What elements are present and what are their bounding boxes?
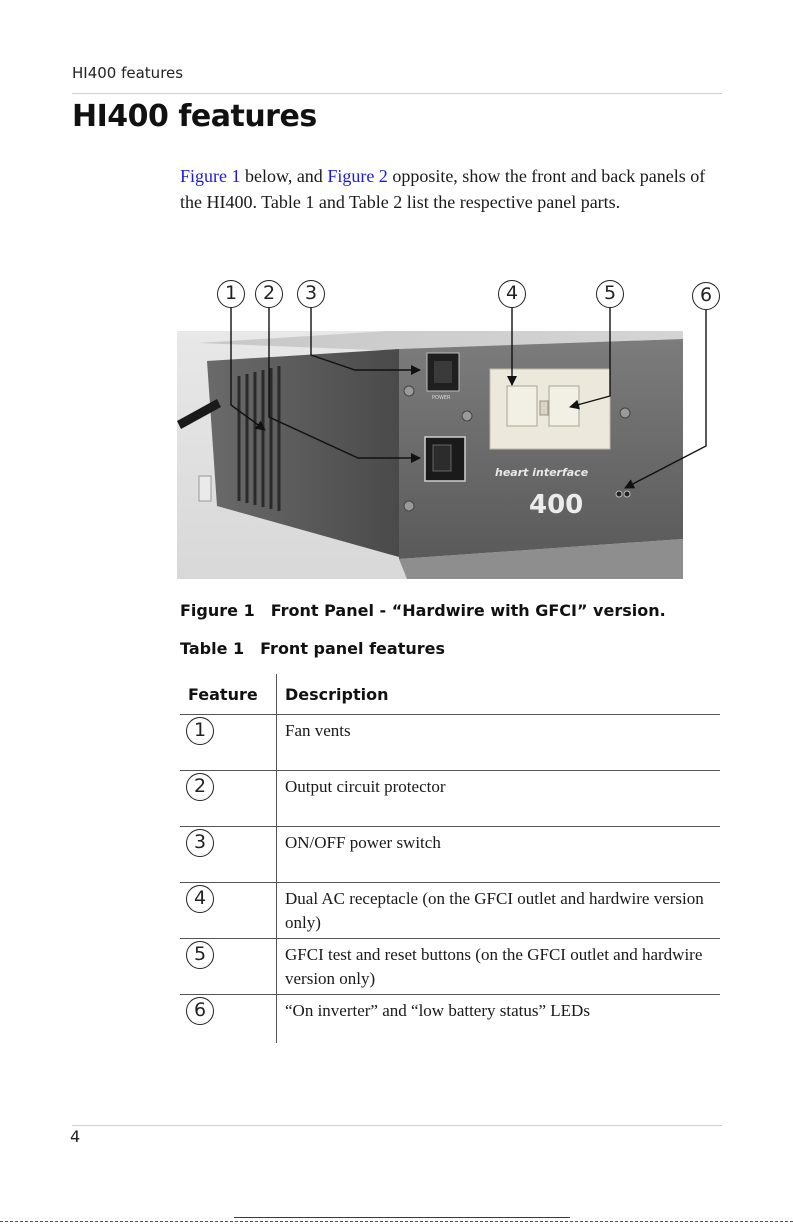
feature-description: Dual AC receptacle (on the GFCI outlet and hardwire version only): [277, 883, 721, 939]
figure-2-link[interactable]: Figure 2: [327, 166, 388, 186]
feature-number: 5: [186, 941, 214, 969]
intro-text-2: opposite, show the front and back panels of the HI400. Table 1 and Table 2 list the respective panel parts.: [180, 166, 706, 212]
table-row: [180, 827, 720, 883]
feature-description: ON/OFF power switch: [277, 827, 721, 883]
running-header: HI400 features: [72, 64, 184, 82]
brand-label: heart interface: [495, 466, 589, 479]
table-caption-text: Front panel features: [260, 639, 445, 658]
page-title: HI400 features: [72, 99, 317, 134]
callout-3: 3: [297, 280, 325, 308]
features-table: [180, 674, 720, 1043]
table-header-row: [180, 674, 720, 715]
page-number: 4: [70, 1127, 81, 1146]
callout-6: 6: [692, 282, 720, 310]
intro-paragraph: [180, 163, 710, 215]
callout-4: 4: [498, 280, 526, 308]
figure-caption-text: Front Panel - “Hardwire with GFCI” version.: [270, 601, 666, 620]
table-row: [180, 995, 720, 1044]
power-label: POWER: [432, 395, 451, 401]
callout-2: 2: [255, 280, 283, 308]
figure-caption: [180, 601, 666, 620]
table-caption: [180, 639, 445, 658]
description-column-header: Description: [277, 674, 721, 715]
bottom-dashed-border: [0, 1221, 793, 1222]
feature-number: 2: [186, 773, 214, 801]
feature-number: 6: [186, 997, 214, 1025]
table-row: [180, 883, 720, 939]
footer-rule: [72, 1125, 722, 1126]
feature-description: “On inverter” and “low battery status” LEDs: [277, 995, 721, 1044]
model-label: 400: [529, 490, 584, 520]
bottom-link-underline[interactable]: [234, 1217, 570, 1218]
front-panel-photo: [177, 331, 683, 579]
table-row: [180, 771, 720, 827]
table-caption-number: Table 1: [180, 639, 245, 658]
figure-caption-number: Figure 1: [180, 601, 255, 620]
figure-1-link[interactable]: Figure 1: [180, 166, 241, 186]
feature-description: GFCI test and reset buttons (on the GFCI outlet and hardwire version only): [277, 939, 721, 995]
table-row: [180, 939, 720, 995]
feature-number: 4: [186, 885, 214, 913]
feature-description: Output circuit protector: [277, 771, 721, 827]
callout-5: 5: [596, 280, 624, 308]
callout-1: 1: [217, 280, 245, 308]
feature-number: 3: [186, 829, 214, 857]
feature-column-header: Feature: [188, 684, 258, 704]
feature-number: 1: [186, 717, 214, 745]
header-rule: [72, 93, 722, 94]
feature-description: Fan vents: [277, 715, 721, 771]
intro-text-1: below, and: [240, 166, 328, 186]
table-row: [180, 715, 720, 771]
